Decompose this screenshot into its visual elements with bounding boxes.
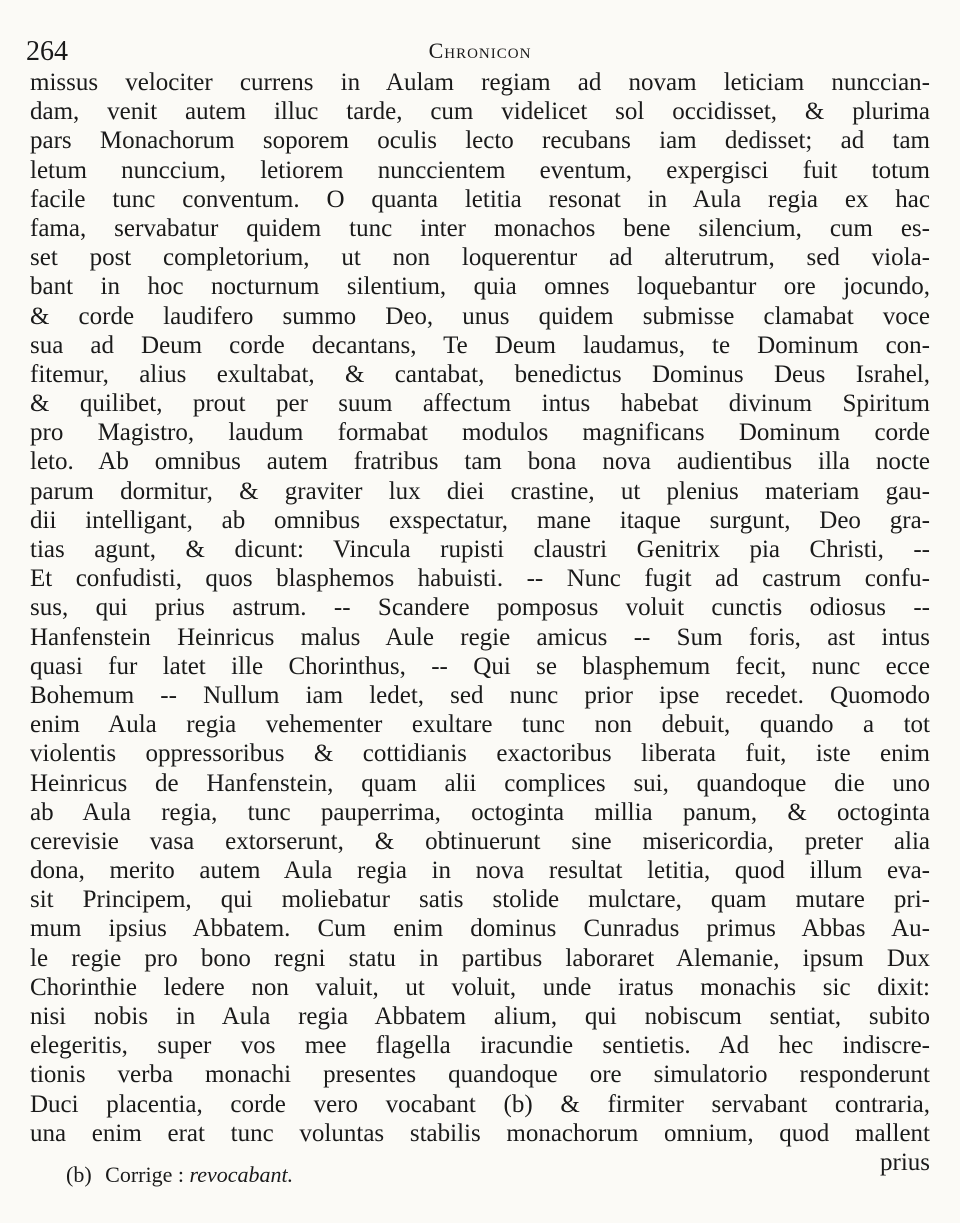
text-line: Bohemum -- Nullum iam ledet, sed nunc prior ipse recedet. Quomodo [30,681,930,709]
page-header [0,30,960,66]
text-line: mum ipsius Abbatem. Cum enim dominus Cunradus primus Abbas Au- [30,915,930,943]
text-line: fama, servabatur quidem tunc inter monachos bene silencium, cum es- [30,214,930,242]
text-line: elegeritis, super vos mee flagella iracundie sentietis. Ad hec indiscre- [30,1032,930,1060]
text-line: & quilibet, prout per suum affectum intus habebat divinum Spiritum [30,390,930,418]
footnote [66,1162,293,1188]
text-line: set post completorium, ut non loquerentur ad alterutrum, sed viola- [30,244,930,272]
text-line: sua ad Deum corde decantans, Te Deum laudamus, te Dominum con- [30,331,930,359]
text-line: fitemur, alius exultabat, & cantabat, benedictus Dominus Deus Israhel, [30,360,930,388]
text-line: nisi nobis in Aula regia Abbatem alium, qui nobiscum sentiat, subito [30,1003,930,1030]
text-line: ab Aula regia, tunc pauperrima, octoginta millia panum, & octoginta [30,798,930,826]
running-title: Chronicon [428,38,532,63]
text-line: Hanfenstein Heinricus malus Aule regie amicus -- Sum foris, ast intus [30,623,930,651]
text-line: violentis oppressoribus & cottidianis exactoribus liberata fuit, iste enim [30,740,930,768]
text-line: sus, qui prius astrum. -- Scandere pomposus voluit cunctis odiosus -- [30,594,930,622]
text-line: enim Aula regia vehementer exultare tunc non debuit, quando a tot [30,711,930,739]
text-line: Duci placentia, corde vero vocabant (b) & firmiter servabant contraria, [30,1090,930,1118]
footnote-label: Corrige : [105,1162,184,1187]
text-line: missus velociter currens in Aulam regiam ad novam leticiam nunccian- [30,69,930,96]
body-text [30,68,930,1177]
text-line: pars Monachorum soporem oculis lecto recubans iam dedisset; ad tam [30,127,930,155]
text-line: le regie pro bono regni statu in partibus laboraret Alemanie, ipsum Dux [30,944,930,972]
footnote-correction: revocabant. [189,1162,294,1187]
text-line: pro Magistro, laudum formabat modulos magnificans Dominum corde [30,419,930,447]
text-line: bant in hoc nocturnum silentium, quia omnes loquebantur ore jocundo, [30,273,930,301]
text-line: una enim erat tunc voluntas stabilis monachorum omnium, quod mallent [30,1119,930,1147]
footnote-mark: (b) [66,1162,92,1187]
text-line: parum dormitur, & graviter lux diei crastine, ut plenius materiam gau- [30,477,930,505]
text-line: Et confudisti, quos blasphemos habuisti. -- Nunc fugit ad castrum confu- [30,565,930,593]
text-line: quasi fur latet ille Chorinthus, -- Qui se blasphemum fecit, nunc ecce [30,652,930,680]
page-number: 264 [26,36,68,67]
text-line: Heinricus de Hanfenstein, quam alii complices sui, quandoque die uno [30,769,930,797]
text-line: sit Principem, qui moliebatur satis stolide mulctare, quam mutare pri- [30,886,930,914]
text-line: Chorinthie ledere non valuit, ut voluit, unde iratus monachis sic dixit: [30,973,930,1001]
text-line: dona, merito autem Aula regia in nova resultat letitia, quod illum eva- [30,857,930,885]
text-line: tionis verba monachi presentes quandoque ore simulatorio responderunt [30,1061,930,1089]
text-line: facile tunc conventum. O quanta letitia resonat in Aula regia ex hac [30,185,930,213]
text-line: & corde laudifero summo Deo, unus quidem submisse clamabat voce [30,302,930,330]
text-line: dam, venit autem illuc tarde, cum videlicet sol occidisset, & plurima [30,98,930,126]
text-line: dii intelligant, ab omnibus exspectatur, mane itaque surgunt, Deo gra- [30,506,930,534]
text-line: leto. Ab omnibus autem fratribus tam bona nova audientibus illa nocte [30,448,930,476]
text-line: tias agunt, & dicunt: Vincula rupisti claustri Genitrix pia Christi, -- [30,536,930,563]
text-line: prius [880,1148,930,1176]
text-line: letum nunccium, letiorem nunccientem eventum, expergisci fuit totum [30,156,930,184]
text-line: cerevisie vasa extorserunt, & obtinuerunt sine misericordia, preter alia [30,827,930,855]
